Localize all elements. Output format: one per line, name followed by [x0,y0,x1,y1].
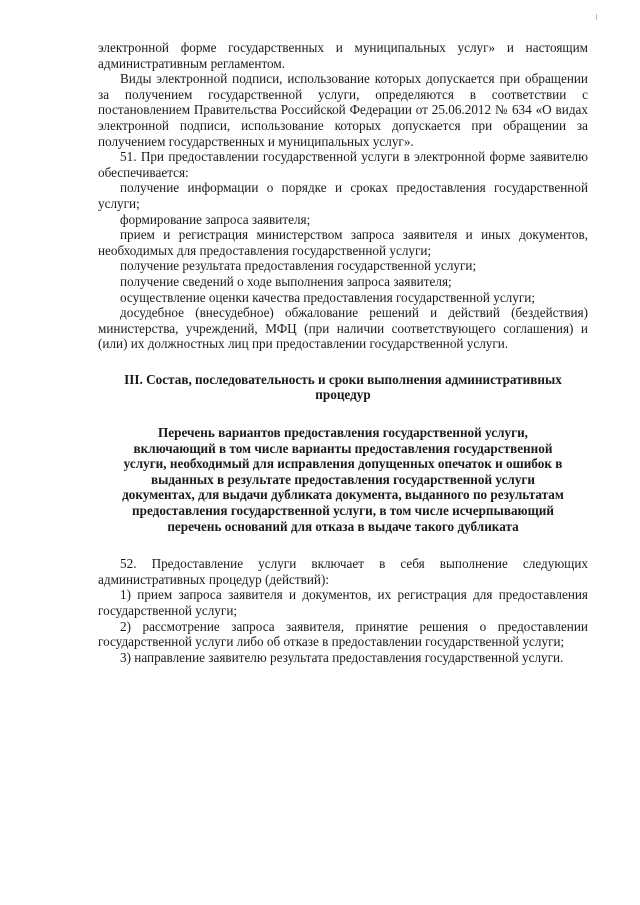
spacer [98,352,588,372]
list-item: 2) рассмотрение запроса заявителя, принятие решения о предоставлении государственной услуги либо об отказе в предоставлении государственной услуги; [98,618,588,650]
list-item: осуществление оценки качества предоставления государственной услуги; [120,289,535,305]
document-body [98,40,588,665]
spacer [98,403,588,425]
list-item: прием и регистрация министерством запроса заявителя и иных документов, необходимых для предоставления государственной услуги; [98,227,588,258]
list-item: 3) направление заявителю результата предоставления государственной услуги. [120,649,564,665]
paragraph: 51. При предоставлении государственной услуги в электронной форме заявителю обеспечивается: [98,149,588,180]
scan-mark [596,14,597,20]
list-item: 1) прием запроса заявителя и документов, их регистрация для предоставления государственной услуги; [98,587,588,618]
paragraph: электронной форме государственных и муниципальных услуг» и настоящим административным регламентом. [98,40,588,71]
list-item: формирование запроса заявителя; [120,211,311,227]
list-item: получение результата предоставления государственной услуги; [120,258,477,274]
section-heading: III. Состав, последовательность и сроки выполнения административных процедур [124,371,562,403]
paragraph: 52. Предоставление услуги включает в себя выполнение следующих административных процедур (действий): [98,556,588,587]
paragraph: Виды электронной подписи, использование которых допускается при обращении за получением государственной услуги, определяются в соответствии с постановлением Правительства Российской Федерации от 25.06.2012 № 634 «О видах электронной подписи, использование которых допускается при обращении за получением государственных и муниципальных услуг». [98,71,588,149]
subsection-heading: Перечень вариантов предоставления государственной услуги, включающий в том числе варианты предоставления государственной услуги, необходимый для исправления допущенных опечаток и ошибок в выданных в результате предоставления государственной услуги документах, для выдачи дубликата документа, выданного по результатам предоставления государственной услуги, в том числе исчерпывающий перечень оснований для отказа в выдаче такого дубликата [122,425,564,534]
spacer [98,534,588,556]
list-item: получение информации о порядке и сроках предоставления государственной услуги; [98,180,588,211]
list-item: получение сведений о ходе выполнения запроса заявителя; [120,273,452,289]
list-item: досудебное (внесудебное) обжалование решений и действий (бездействия) министерства, учреждений, МФЦ (при наличии соответствующего соглашения) и (или) их должностных лиц при предоставлении государственной услуги. [98,305,588,352]
